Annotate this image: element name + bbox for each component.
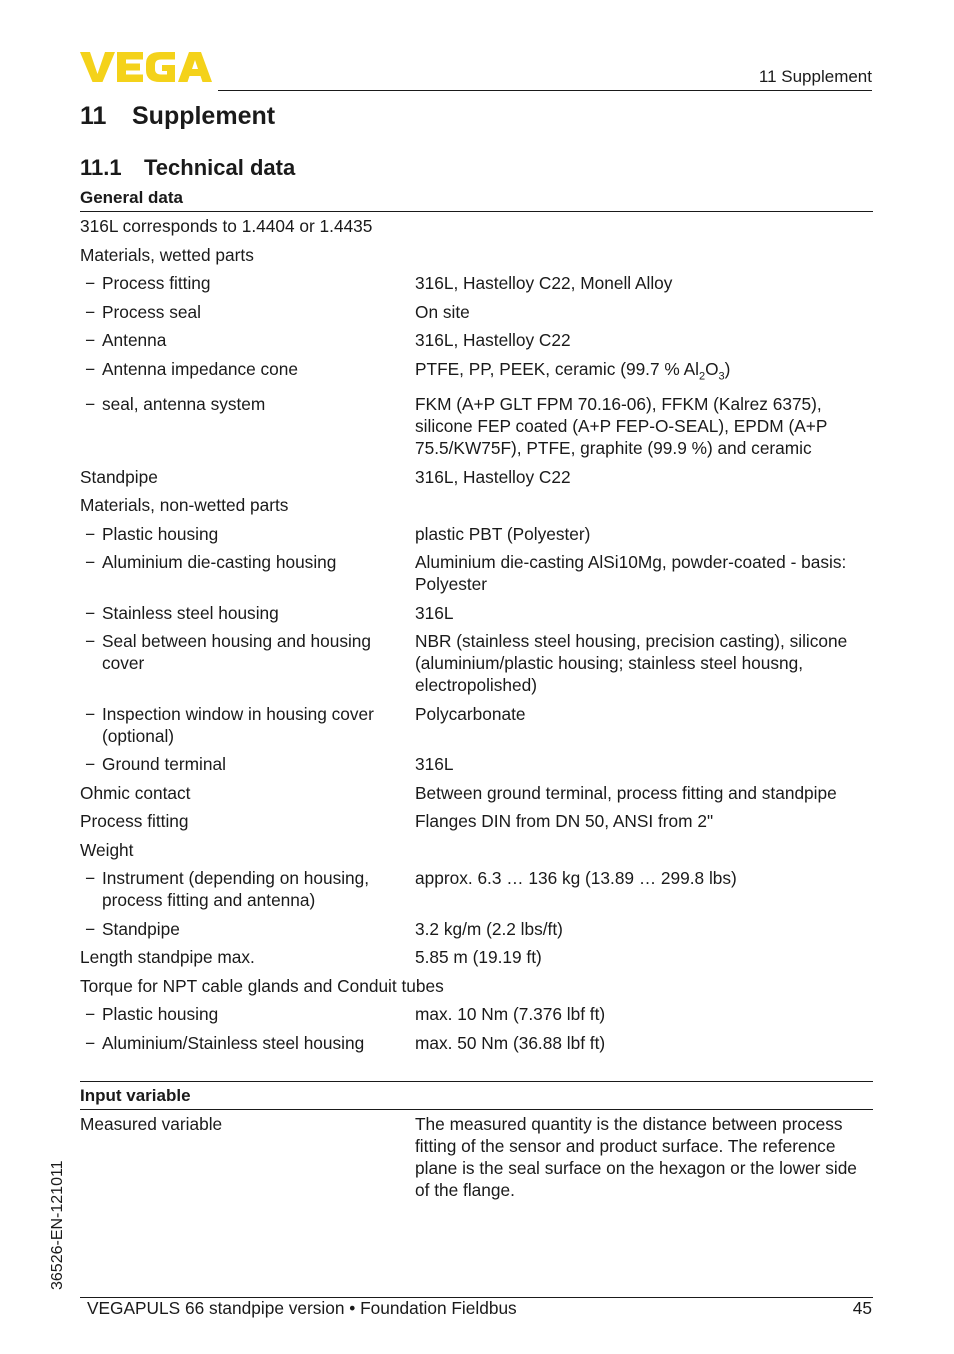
general-data-rule — [80, 211, 873, 212]
spec-label — [80, 630, 415, 696]
spec-label-text: Inspection window in housing cover (optional) — [102, 703, 374, 746]
spec-row — [80, 810, 873, 832]
spec-label-text: Stainless steel housing — [102, 602, 279, 623]
spec-label-text: Antenna impedance cone — [102, 358, 299, 379]
dash: − — [85, 1004, 96, 1025]
spec-value: 316L, Hastelloy C22 — [415, 466, 571, 487]
spec-value: 3.2 kg/m (2.2 lbs/ft) — [415, 918, 563, 939]
spec-label-text: Plastic housing — [102, 1004, 219, 1025]
spec-row — [80, 215, 873, 237]
spec-label-text: Process seal — [102, 301, 201, 322]
spec-row — [80, 329, 873, 351]
subscript: 2 — [698, 369, 706, 382]
spec-row — [80, 753, 873, 775]
dash: − — [85, 631, 96, 652]
spec-label-text: Instrument (depending on housing, process fitting and antenna) — [102, 868, 370, 911]
dash: − — [85, 1032, 96, 1053]
spec-label: Ohmic contact — [80, 782, 191, 803]
spec-value: On site — [415, 301, 470, 322]
dash: − — [85, 703, 96, 724]
formula-text: O — [705, 358, 719, 379]
spec-row — [80, 946, 873, 968]
spec-row — [80, 494, 873, 516]
spec-label: Standpipe — [80, 466, 158, 487]
section-number: 11.1 — [80, 155, 122, 180]
footer-title: VEGAPULS 66 standpipe version • Foundation Fieldbus — [87, 1298, 517, 1318]
spec-label — [80, 703, 415, 747]
spec-row — [80, 602, 873, 624]
spec-label-text: Aluminium die-casting housing — [102, 552, 337, 573]
spec-label-text: Process fitting — [102, 273, 211, 293]
general-data-title: General data — [80, 188, 183, 207]
spec-label: Materials, non-wetted parts — [80, 495, 289, 516]
spec-value: NBR (stainless steel housing, precision casting), silicone (aluminium/plastic housing; stainless steel housng, electropolished) — [415, 631, 848, 696]
spec-row — [80, 244, 873, 266]
spec-value: Flanges DIN from DN 50, ANSI from 2" — [415, 811, 714, 832]
section-heading — [80, 155, 295, 181]
spec-label-text: Aluminium/Stainless steel housing — [102, 1032, 365, 1053]
spec-row — [80, 918, 873, 940]
dash: − — [85, 523, 96, 544]
spec-label: Process fitting — [80, 811, 189, 832]
formula-text: ) — [724, 358, 731, 379]
formula-text: PTFE, PP, PEEK, ceramic (99.7 % Al — [415, 358, 699, 379]
spec-label — [80, 358, 415, 387]
spec-value: Between ground terminal, process fitting and standpipe — [415, 782, 837, 803]
dash: − — [85, 301, 96, 322]
spec-value: 316L — [415, 754, 454, 775]
spec-row — [80, 1003, 873, 1025]
dash: − — [85, 754, 96, 775]
spec-row — [80, 630, 873, 696]
spec-row — [80, 523, 873, 545]
spec-row — [80, 867, 873, 911]
chapter-heading — [80, 102, 275, 131]
input-variable-table — [80, 1113, 873, 1201]
spec-value: max. 50 Nm (36.88 lbf ft) — [415, 1032, 606, 1053]
spec-label-text: Standpipe — [102, 918, 180, 939]
spec-value: approx. 6.3 … 136 kg (13.89 … 299.8 lbs) — [415, 868, 737, 889]
section-title: Technical data — [144, 155, 296, 180]
vega-logo — [80, 50, 212, 84]
spec-label — [80, 301, 415, 323]
dash: − — [85, 552, 96, 573]
dash: − — [85, 273, 96, 293]
input-variable-rule — [80, 1109, 873, 1110]
dash: − — [85, 394, 96, 415]
spec-label — [80, 1032, 415, 1054]
spec-label: Measured variable — [80, 1114, 223, 1134]
spec-value: Polycarbonate — [415, 703, 526, 724]
spec-label — [80, 1003, 415, 1025]
spec-value: max. 10 Nm (7.376 lbf ft) — [415, 1004, 606, 1025]
spec-label — [80, 867, 415, 911]
spec-value: 316L, Hastelloy C22 — [415, 330, 571, 350]
spec-label-text: seal, antenna system — [102, 394, 266, 415]
spec-label — [80, 272, 415, 294]
spec-label — [80, 393, 415, 459]
chapter-number: 11 — [80, 102, 107, 130]
chapter-title: Supplement — [132, 102, 276, 130]
header-rule — [218, 90, 872, 91]
spec-label-text: Ground terminal — [102, 754, 226, 775]
spec-label-text: Seal between housing and housing cover — [102, 631, 372, 674]
spec-row — [80, 393, 873, 459]
spec-value — [415, 358, 873, 387]
dash: − — [85, 602, 96, 623]
subscript: 3 — [718, 369, 725, 382]
spec-label: Torque for NPT cable glands and Conduit tubes — [80, 975, 444, 996]
spec-row — [80, 551, 873, 595]
spec-row — [80, 358, 873, 387]
spec-label-text: Plastic housing — [102, 523, 219, 544]
spec-row — [80, 466, 873, 488]
spec-label: Weight — [80, 839, 134, 860]
spec-value: The measured quantity is the distance between process fitting of the sensor and product surface. The reference plane is the seal surface on the hexagon or the lower side of the flange. — [415, 1114, 857, 1200]
spec-value: FKM (A+P GLT FPM 70.16-06), FFKM (Kalrez 6375), silicone FEP coated (A+P FEP-O-SEAL), EPDM (A+P 75.5/KW75F), PTFE, graphite (99.9 %) and ceramic — [415, 394, 828, 459]
spec-row — [80, 839, 873, 861]
spec-label: Materials, wetted parts — [80, 244, 254, 265]
spec-value: Aluminium die-casting AlSi10Mg, powder-coated - basis: Polyester — [415, 552, 847, 595]
spec-row — [80, 975, 873, 997]
spec-row — [80, 1032, 873, 1054]
dash: − — [85, 358, 96, 379]
spec-label-text: Antenna — [102, 330, 167, 350]
spec-label — [80, 918, 415, 940]
document-code: 36526-EN-121011 — [49, 1160, 66, 1290]
input-variable-top-rule — [80, 1081, 873, 1082]
spec-label — [80, 329, 415, 351]
spec-label: 316L corresponds to 1.4404 or 1.4435 — [80, 216, 373, 236]
spec-value: 5.85 m (19.19 ft) — [415, 947, 542, 968]
dash: − — [85, 868, 96, 889]
spec-row — [80, 272, 873, 294]
general-data-table — [80, 215, 873, 1054]
running-header: 11 Supplement — [758, 67, 872, 86]
input-variable-title: Input variable — [80, 1086, 191, 1105]
spec-row — [80, 301, 873, 323]
spec-label — [80, 753, 415, 775]
spec-value: 316L — [415, 602, 454, 623]
spec-value: plastic PBT (Polyester) — [415, 523, 591, 544]
spec-row — [80, 1113, 873, 1201]
spec-label: Length standpipe max. — [80, 947, 255, 968]
page-number: 45 — [852, 1298, 872, 1318]
dash: − — [85, 918, 96, 939]
spec-value: 316L, Hastelloy C22, Monell Alloy — [415, 273, 673, 293]
dash: − — [85, 330, 96, 350]
spec-label — [80, 551, 415, 595]
spec-label — [80, 523, 415, 545]
spec-row — [80, 782, 873, 804]
spec-row — [80, 703, 873, 747]
spec-label — [80, 602, 415, 624]
